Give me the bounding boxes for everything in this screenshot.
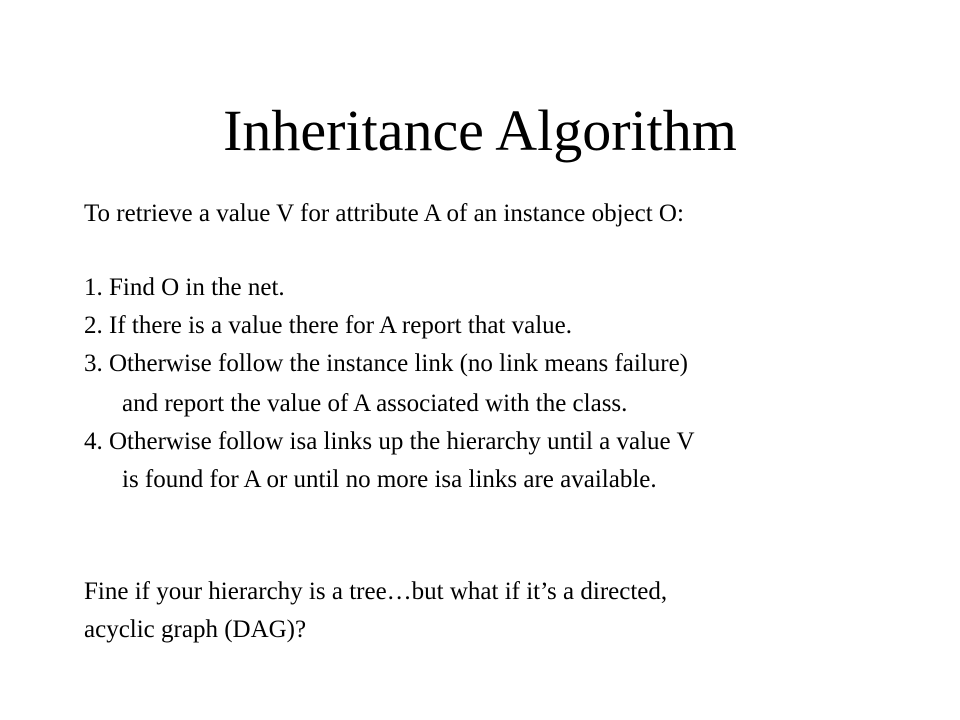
- step-1: 1. Find O in the net.: [84, 274, 285, 301]
- step-3-continuation: and report the value of A associated with the class.: [122, 390, 628, 417]
- step-4: 4. Otherwise follow isa links up the hierarchy until a value V: [84, 428, 695, 455]
- step-3: 3. Otherwise follow the instance link (no link means failure): [84, 350, 689, 377]
- slide-title: Inheritance Algorithm: [223, 98, 737, 163]
- closing-line-2: acyclic graph (DAG)?: [84, 616, 307, 643]
- step-4-continuation: is found for A or until no more isa links are available.: [122, 466, 657, 493]
- step-2: 2. If there is a value there for A report that value.: [84, 312, 573, 339]
- intro-text: To retrieve a value V for attribute A of an instance object O:: [84, 200, 684, 227]
- closing-line-1: Fine if your hierarchy is a tree…but what if it’s a directed,: [84, 578, 668, 605]
